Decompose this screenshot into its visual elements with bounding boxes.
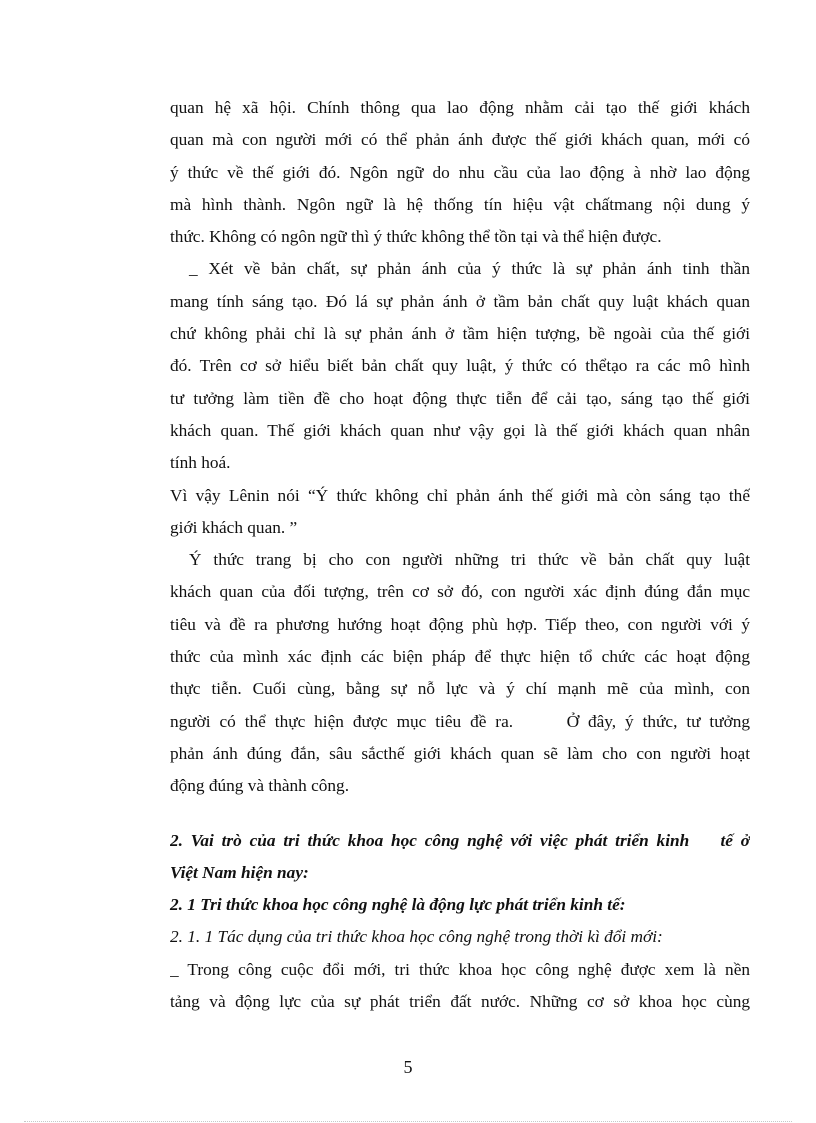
text-line: thức. Không có ngôn ngữ thì ý thức không thể tồn tại và thể hiện được.	[170, 227, 662, 247]
body-text	[170, 92, 750, 1018]
text-line: đó. Trên cơ sở hiểu biết bản chất quy luật, ý thức có thểtạo ra các mô hình	[170, 356, 750, 376]
paragraph-2	[170, 253, 750, 479]
text-line: Vì vậy Lênin nói “Ý thức không chỉ phản ánh thế giới mà còn sáng tạo thế	[170, 485, 750, 505]
subsection-heading: 2. 1 Tri thức khoa học công nghệ là động lực phát triển kinh tế:	[170, 895, 626, 915]
paragraph-4	[170, 544, 750, 802]
text-line: tiêu và đề ra phương hướng hoạt động phù hợp. Tiếp theo, con người với ý	[170, 614, 750, 634]
paragraph-3	[170, 480, 750, 545]
text-line: tư tưởng làm tiền đề cho hoạt động thực tiễn để cải tạo, sáng tạo thế giới	[170, 388, 750, 408]
text-line: khách quan. Thế giới khách quan như vậy gọi là thế giới khách quan nhân	[170, 420, 750, 440]
text-line: thực tiễn. Cuối cùng, bằng sự nỗ lực và ý chí mạnh mẽ của mình, con	[170, 679, 750, 699]
page-number: 5	[403, 1057, 413, 1077]
section-2	[170, 825, 750, 1019]
text-line: khách quan của đối tượng, trên cơ sở đó, con người xác định đúng đắn mục	[170, 582, 750, 602]
section-heading-line: Việt Nam hiện nay:	[170, 862, 309, 882]
footer-divider	[24, 1121, 792, 1122]
text-line: người có thể thực hiện được mục tiêu đề ra. Ở đây, ý thức, tư tưởng	[170, 711, 750, 731]
text-line: _ Xét về bản chất, sự phản ánh của ý thức là sự phản ánh tinh thần	[189, 259, 750, 279]
text-line: ý thức về thế giới đó. Ngôn ngữ do nhu cầu của lao động à nhờ lao động	[170, 162, 750, 182]
text-line: phản ánh đúng đắn, sâu sắcthế giới khách quan sẽ làm cho con người hoạt	[170, 743, 750, 763]
section-gap	[170, 803, 750, 825]
text-line: _ Trong công cuộc đổi mới, tri thức khoa học công nghệ được xem là nền	[170, 959, 750, 979]
section-heading-line: 2. Vai trò của tri thức khoa học công nghệ với việc phát triển kinh tế ở	[170, 830, 750, 850]
text-line: chứ không phải chỉ là sự phản ánh ở tầm hiện tượng, bề ngoài của thế giới	[170, 324, 750, 344]
text-line: tính hoá.	[170, 453, 231, 473]
text-line: quan hệ xã hội. Chính thông qua lao động nhằm cải tạo thế giới khách	[170, 98, 750, 117]
paragraph-1	[170, 92, 750, 253]
text-line: quan mà con người mới có thể phản ánh được thế giới khách quan, mới có	[170, 130, 750, 150]
text-line: giới khách quan. ”	[170, 517, 298, 537]
text-line: Ý thức trang bị cho con người những tri thức về bản chất quy luật	[189, 550, 750, 570]
text-line: động đúng và thành công.	[170, 776, 350, 796]
text-line: mang tính sáng tạo. Đó lá sự phản ánh ở tầm bản chất quy luật khách quan	[170, 291, 750, 311]
text-line: mà hình thành. Ngôn ngữ là hệ thống tín hiệu vật chấtmang nội dung ý	[170, 194, 750, 214]
text-line: tảng và động lực của sự phát triển đất nước. Những cơ sở khoa học cùng	[170, 992, 750, 1012]
text-line: thức của mình xác định các biện pháp để thực hiện tổ chức các hoạt động	[170, 647, 750, 667]
sub-subsection-heading: 2. 1. 1 Tác dụng của tri thức khoa học công nghệ trong thời kì đổi mới:	[170, 927, 663, 947]
